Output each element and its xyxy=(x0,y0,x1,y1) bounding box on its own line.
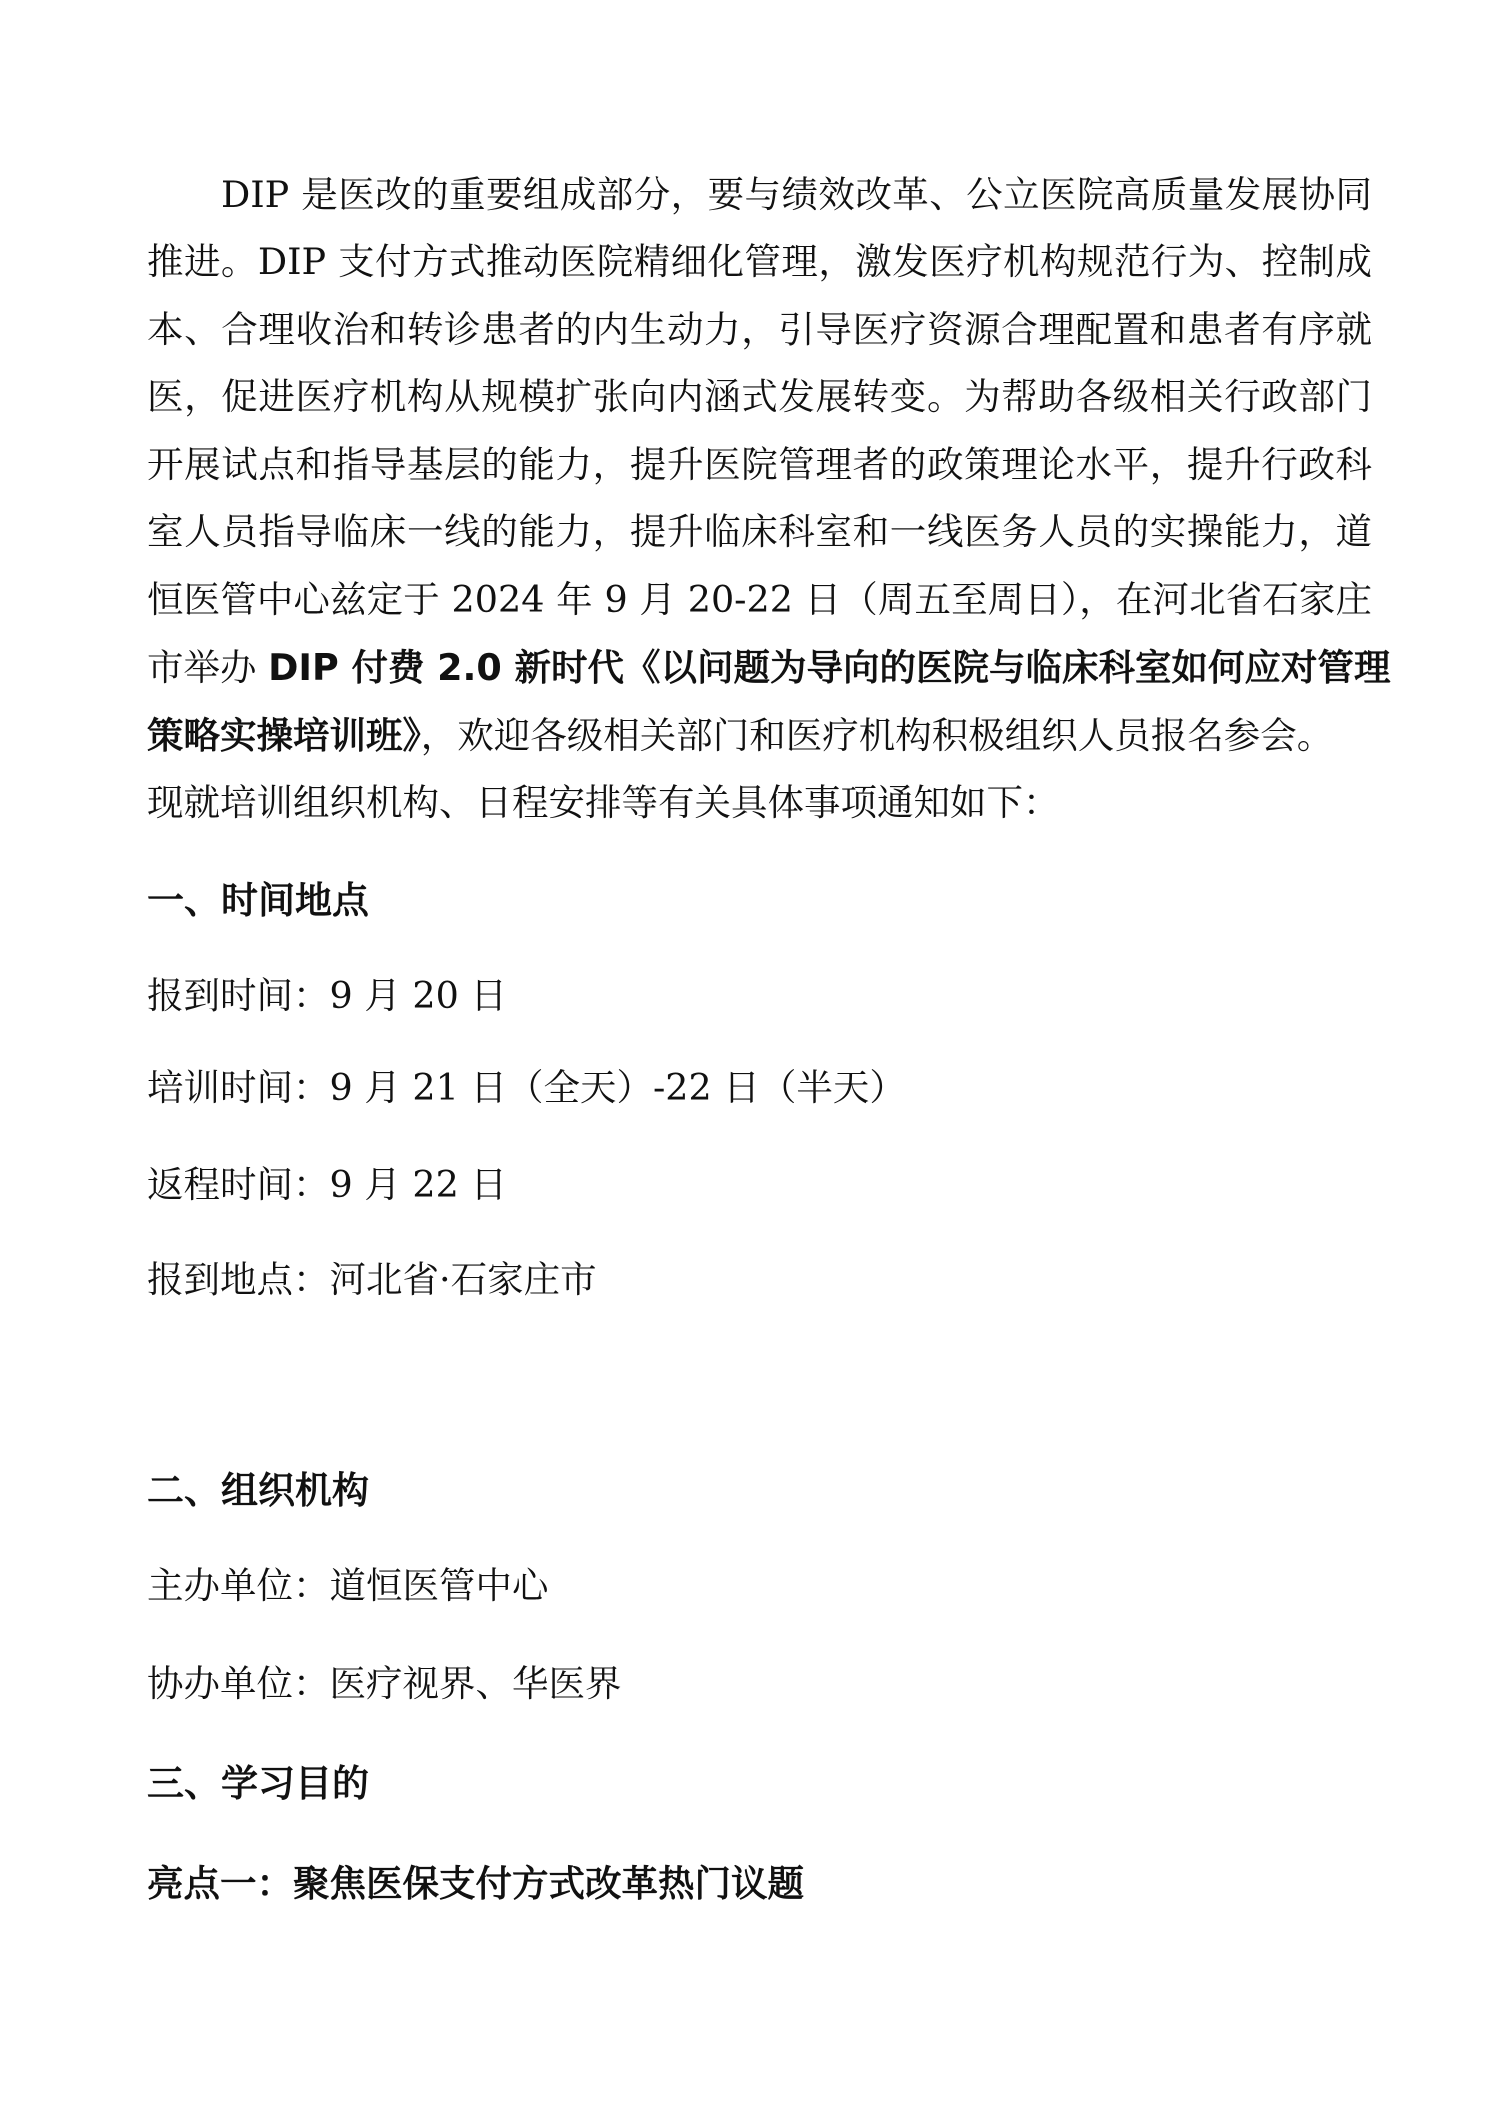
intro-line-10: 现就培训组织机构、日程安排等有关具体事项通知如下： xyxy=(147,781,1060,824)
field-label: 报到时间： xyxy=(147,974,330,1017)
field-label: 培训时间： xyxy=(147,1066,330,1109)
training-title-part-1: DIP 付费 2.0 新时代《以问题为导向的医院与临床科室如何应对管理 xyxy=(268,646,1391,689)
field-checkin-time xyxy=(147,974,1372,1018)
intro-line-6: 室人员指导临床一线的能力，提升临床科室和一线医务人员的实操能力，道 xyxy=(147,510,1372,553)
training-title-part-2: 策略实操培训班》 xyxy=(147,714,421,757)
field-label: 报到地点： xyxy=(147,1258,330,1301)
field-host xyxy=(147,1564,1372,1608)
intro-line-5: 开展试点和指导基层的能力，提升医院管理者的政策理论水平，提升行政科 xyxy=(147,443,1372,486)
field-training-time xyxy=(147,1066,1372,1110)
intro-line-1: DIP 是医改的重要组成部分，要与绩效改革、公立医院高质量发展协同 xyxy=(221,173,1372,216)
highlight-1: 亮点一：聚焦医保支付方式改革热门议题 xyxy=(147,1862,804,1905)
intro-line-8-prefix: 市举办 xyxy=(147,646,269,689)
field-value: 9 月 21 日（全天）-22 日（半天） xyxy=(329,1066,906,1109)
field-co-host xyxy=(147,1662,1372,1706)
field-value: 9 月 20 日 xyxy=(329,974,507,1017)
intro-line-4: 医，促进医疗机构从规模扩张向内涵式发展转变。为帮助各级相关行政部门 xyxy=(147,375,1372,418)
field-label: 主办单位： xyxy=(147,1564,330,1607)
intro-line-3: 本、合理收治和转诊患者的内生动力，引导医疗资源合理配置和患者有序就 xyxy=(147,308,1372,351)
field-checkin-location xyxy=(147,1258,1372,1302)
intro-line-9-rest: ，欢迎各级相关部门和医疗机构积极组织人员报名参会。 xyxy=(420,714,1334,757)
section-2-heading: 二、组织机构 xyxy=(147,1469,369,1512)
section-3-heading: 三、学习目的 xyxy=(147,1762,369,1805)
field-value: 医疗视界、华医界 xyxy=(329,1662,622,1705)
intro-line-8 xyxy=(147,646,1391,690)
intro-line-9 xyxy=(147,714,1372,758)
intro-line-2: 推进。DIP 支付方式推动医院精细化管理，激发医疗机构规范行为、控制成 xyxy=(147,240,1372,283)
field-return-time xyxy=(147,1163,1372,1207)
section-1-heading: 一、时间地点 xyxy=(147,879,369,922)
field-value: 9 月 22 日 xyxy=(329,1163,507,1206)
field-label: 协办单位： xyxy=(147,1662,330,1705)
field-value: 道恒医管中心 xyxy=(329,1564,549,1607)
field-value: 河北省·石家庄市 xyxy=(329,1258,597,1301)
field-label: 返程时间： xyxy=(147,1163,330,1206)
intro-line-7: 恒医管中心兹定于 2024 年 9 月 20-22 日（周五至周日），在河北省石家庄 xyxy=(147,578,1372,621)
